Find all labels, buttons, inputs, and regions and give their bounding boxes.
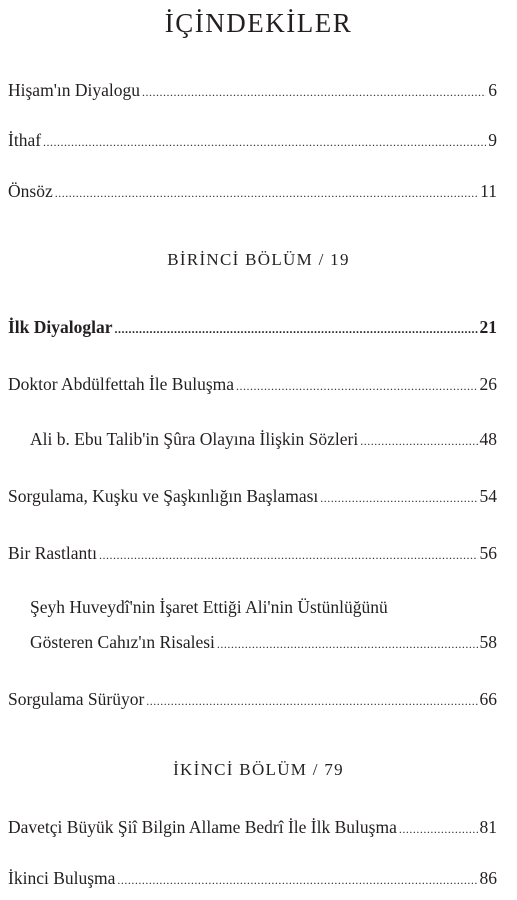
dot-leader xyxy=(399,817,478,838)
toc-entry[interactable] xyxy=(8,486,497,507)
toc-entry[interactable] xyxy=(8,374,497,395)
toc-page-number: 86 xyxy=(479,868,497,888)
dot-leader xyxy=(115,317,478,338)
toc-subentry-label-line1[interactable]: Şeyh Huveydî'nin İşaret Ettiği Ali'nin Üstünlüğünü xyxy=(30,597,388,617)
toc-page-number: 81 xyxy=(479,817,497,837)
toc-entry[interactable] xyxy=(8,130,497,151)
dot-leader xyxy=(217,632,478,653)
toc-entry-label: Önsöz xyxy=(8,181,53,201)
toc-entry-label: Doktor Abdülfettah İle Buluşma xyxy=(8,374,235,394)
toc-page-number: 9 xyxy=(488,130,497,150)
toc-page-number: 11 xyxy=(480,181,497,201)
toc-page-number: 6 xyxy=(488,80,497,100)
toc-page-number: 26 xyxy=(479,374,497,394)
dot-leader xyxy=(43,130,486,151)
dot-leader xyxy=(99,543,478,564)
dot-leader xyxy=(236,374,477,395)
dot-leader xyxy=(142,80,486,101)
toc-subentry[interactable] xyxy=(30,429,497,450)
toc-entry[interactable] xyxy=(8,543,497,564)
toc-entry-label: İlk Diyaloglar xyxy=(8,317,113,337)
toc-entry-label: Gösteren Cahız'ın Risalesi xyxy=(30,632,215,652)
toc-entry[interactable] xyxy=(8,817,497,838)
page-title: İÇİNDEKİLER xyxy=(164,8,353,38)
section-heading-ikinci-bolum: İKİNCİ BÖLÜM / 79 xyxy=(173,760,344,779)
toc-entry-label: Bir Rastlantı xyxy=(8,543,97,563)
toc-page-number: 54 xyxy=(479,486,497,506)
toc-entry[interactable] xyxy=(8,868,497,889)
toc-page-number: 56 xyxy=(479,543,497,563)
section-heading-birinci-bolum: BİRİNCİ BÖLÜM / 19 xyxy=(167,250,350,269)
dot-leader xyxy=(360,429,477,450)
dot-leader xyxy=(320,486,477,507)
toc-entry-label: Sorgulama Sürüyor xyxy=(8,689,145,709)
toc-entry-label: İthaf xyxy=(8,130,42,150)
toc-entry-label: Davetçi Büyük Şiî Bilgin Allame Bedrî İle İlk Buluşma xyxy=(8,817,397,837)
toc-page-number: 66 xyxy=(479,689,497,709)
toc-page-number: 58 xyxy=(479,632,497,652)
toc-entry[interactable] xyxy=(8,689,497,710)
toc-entry-label: Hişam'ın Diyalogu xyxy=(8,80,140,100)
toc-entry-chapter[interactable] xyxy=(8,317,497,338)
toc-page-number: 21 xyxy=(479,317,497,337)
toc-entry[interactable] xyxy=(8,181,497,202)
toc-entry-label: İkinci Buluşma xyxy=(8,868,116,888)
dot-leader xyxy=(146,689,477,710)
toc-entry-label: Ali b. Ebu Talib'in Şûra Olayına İlişkin Sözleri xyxy=(30,429,359,449)
toc-entry-label: Sorgulama, Kuşku ve Şaşkınlığın Başlaması xyxy=(8,486,319,506)
toc-entry[interactable] xyxy=(8,80,497,101)
toc-subentry[interactable] xyxy=(30,632,497,653)
dot-leader xyxy=(55,181,478,202)
dot-leader xyxy=(117,868,477,889)
toc-page-number: 48 xyxy=(479,429,497,449)
